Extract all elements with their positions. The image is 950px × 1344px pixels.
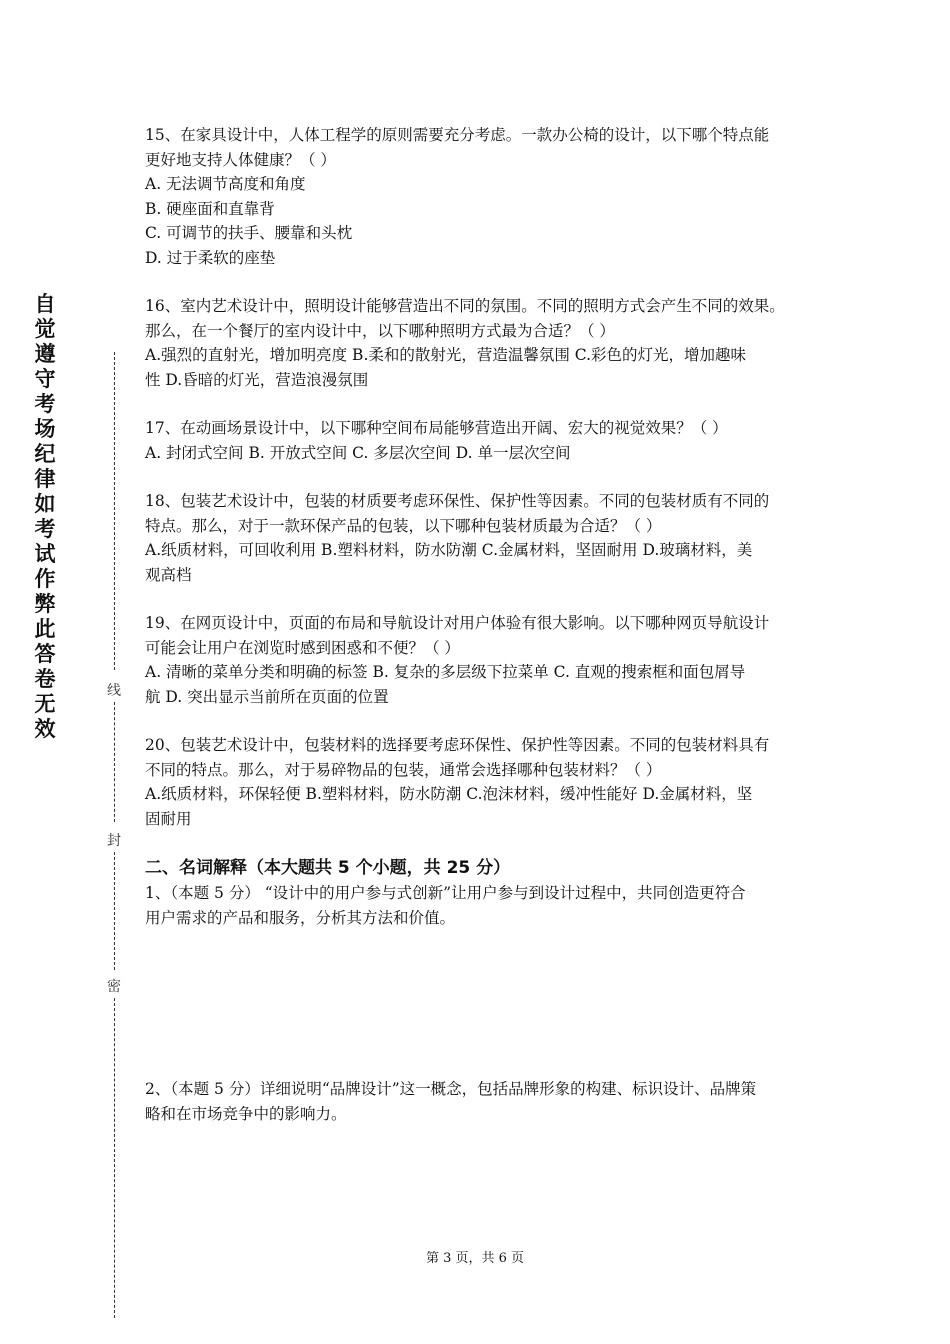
question-stem: 19、在网页设计中，页面的布局和导航设计对用户体验有很大影响。以下哪种网页导航设计 xyxy=(145,614,770,632)
binding-label-secret: 密 xyxy=(106,976,122,996)
question-stem: 特点。那么，对于一款环保产品的包装，以下哪种包装材质最为合适？（ ） xyxy=(145,516,662,535)
option: 性 D.昏暗的灯光，营造浪漫氛围 xyxy=(145,370,369,389)
option: D. 过于柔软的座垫 xyxy=(145,248,276,267)
question-19 xyxy=(145,611,817,709)
question-stem: 18、包装艺术设计中，包装的材质要考虑环保性、保护性等因素。不同的包装材质有不同的 xyxy=(145,492,770,510)
question-stem: 不同的特点。那么，对于易碎物品的包装，通常会选择哪种包装材料？（ ） xyxy=(145,760,662,779)
exam-content xyxy=(145,123,817,1126)
question-stem: 用户需求的产品和服务，分析其方法和价值。 xyxy=(145,908,456,927)
question-18 xyxy=(145,489,817,587)
question-stem: 20、包装艺术设计中，包装材料的选择要考虑环保性、保护性等因素。不同的包装材料具有 xyxy=(145,736,770,754)
option: 固耐用 xyxy=(145,809,192,828)
binding-dashed-line xyxy=(114,852,115,970)
binding-dashed-line xyxy=(114,998,115,1318)
question-16 xyxy=(145,294,817,392)
option: 观高档 xyxy=(145,565,192,584)
question-stem: 17、在动画场景设计中，以下哪种空间布局能够营造出开阔、宏大的视觉效果？（ ） xyxy=(145,419,728,437)
question-stem: 那么，在一个餐厅的室内设计中，以下哪种照明方式最为合适？（ ） xyxy=(145,321,615,340)
answer-space[interactable] xyxy=(145,930,817,1077)
option: A.纸质材料，可回收利用 B.塑料材料，防水防潮 C.金属材料，坚固耐用 D.玻璃材料，美 xyxy=(145,541,753,559)
option: 航 D. 突出显示当前所在页面的位置 xyxy=(145,687,389,706)
option: C. 可调节的扶手、腰靠和头枕 xyxy=(145,224,353,242)
question-15 xyxy=(145,123,817,270)
term-question-2 xyxy=(145,1077,817,1126)
margin-notice: 自觉遵守考场纪律如考试作弊此答卷无效 xyxy=(34,292,56,741)
question-20 xyxy=(145,733,817,831)
option: A. 封闭式空间 B. 开放式空间 C. 多层次空间 D. 单一层次空间 xyxy=(145,443,571,462)
binding-dashed-line xyxy=(114,702,115,822)
option: B. 硬座面和直靠背 xyxy=(145,199,275,218)
option: A. 无法调节高度和角度 xyxy=(145,175,306,193)
question-stem: 更好地支持人体健康？（ ） xyxy=(145,150,336,169)
question-17 xyxy=(145,416,817,465)
option: A. 清晰的菜单分类和明确的标签 B. 复杂的多层级下拉菜单 C. 直观的搜索框和面包屑导 xyxy=(145,663,746,681)
question-stem: 2、（本题 5 分）详细说明“品牌设计”这一概念，包括品牌形象的构建、标识设计、品牌策 xyxy=(145,1080,757,1098)
question-stem: 1、（本题 5 分） “设计中的用户参与式创新”让用户参与到设计过程中，共同创造更符合 xyxy=(145,884,746,902)
binding-dashed-line xyxy=(114,352,115,670)
question-stem: 16、室内艺术设计中，照明设计能够营造出不同的氛围。不同的照明方式会产生不同的效果。 xyxy=(145,297,785,315)
section-title: 二、名词解释（本大题共 5 个小题，共 25 分） xyxy=(145,858,511,878)
binding-label-seal: 封 xyxy=(106,830,122,850)
binding-label-line: 线 xyxy=(106,680,122,700)
term-question-1 xyxy=(145,881,817,930)
option: A.强烈的直射光，增加明亮度 B.柔和的散射光，营造温馨氛围 C.彩色的灯光，增加趣味 xyxy=(145,346,747,364)
question-stem: 可能会让用户在浏览时感到困惑和不便？（ ） xyxy=(145,638,460,657)
question-stem: 略和在市场竞争中的影响力。 xyxy=(145,1104,347,1123)
question-stem: 15、在家具设计中，人体工程学的原则需要充分考虑。一款办公椅的设计，以下哪个特点能 xyxy=(145,126,770,144)
option: A.纸质材料，环保轻便 B.塑料材料，防水防潮 C.泡沫材料，缓冲性能好 D.金属材料，坚 xyxy=(145,785,753,803)
page-footer: 第 3 页，共 6 页 xyxy=(425,1251,525,1266)
